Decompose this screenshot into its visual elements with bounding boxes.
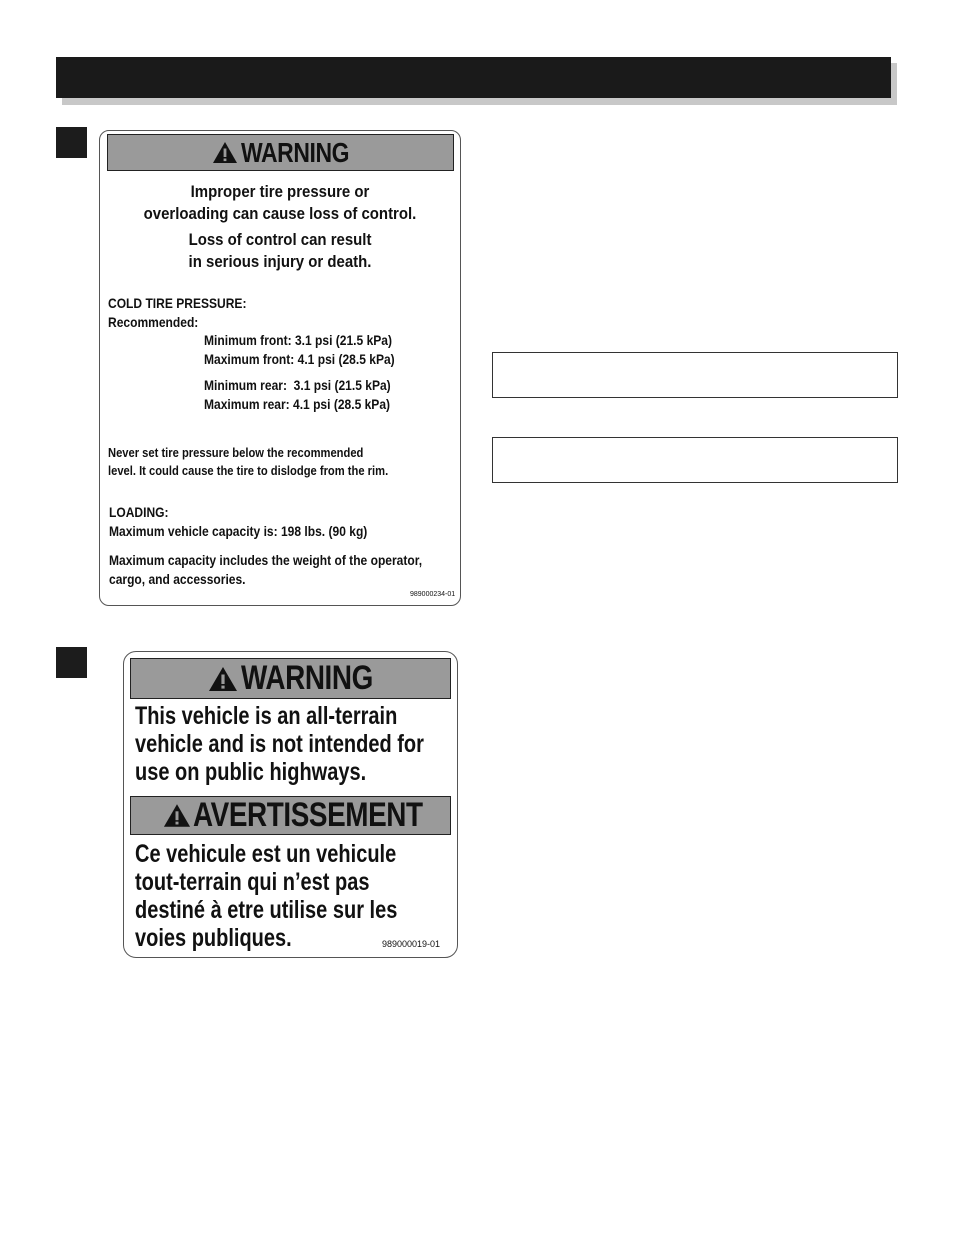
never-set-line-1: Never set tire pressure below the recommended (108, 445, 364, 460)
callout-box-2 (56, 647, 87, 678)
french-line: tout-terrain qui n’est pas (135, 868, 370, 896)
section-header-bar (56, 57, 891, 98)
loading-title: LOADING: (109, 504, 169, 520)
max-capacity: Maximum vehicle capacity is: 198 lbs. (90 kg) (109, 523, 368, 539)
french-line: voies publiques. (135, 924, 292, 952)
french-line: Ce vehicule est un vehicule (135, 840, 397, 868)
part-number: 989000234-01 (410, 591, 456, 598)
warning-line: in serious injury or death. (188, 252, 372, 271)
part-number: 989000019-01 (382, 939, 441, 949)
english-line: use on public highways. (135, 758, 367, 786)
avertissement-banner (130, 796, 451, 835)
never-set-line-2: level. It could cause the tire to dislodge from the rim. (108, 463, 389, 478)
warning-heading: WARNING (240, 659, 373, 697)
warning-heading: WARNING (241, 136, 350, 168)
capacity-note-line-2: cargo, and accessories. (109, 571, 246, 587)
empty-note-box-1 (492, 352, 898, 398)
cold-tire-pressure-title: COLD TIRE PRESSURE: (108, 295, 247, 311)
warning-banner (107, 134, 454, 171)
warning-line: Improper tire pressure or (190, 182, 370, 201)
warning-triangle-icon (212, 141, 238, 164)
avertissement-heading: AVERTISSEMENT (192, 796, 423, 834)
recommended-label: Recommended: (108, 314, 199, 330)
english-line: vehicle and is not intended for (135, 730, 424, 758)
french-warning-text (135, 840, 397, 952)
capacity-note-line-1: Maximum capacity includes the weight of the operator, (109, 552, 423, 568)
french-line: destiné à etre utilise sur les (135, 896, 398, 924)
warning-statement-2 (100, 229, 460, 273)
empty-note-box-2 (492, 437, 898, 483)
english-line: This vehicle is an all-terrain (135, 702, 398, 730)
all-terrain-warning-label (123, 651, 458, 958)
warning-line: overloading can cause loss of control. (143, 204, 417, 223)
min-front-pressure: Minimum front: 3.1 psi (21.5 kPa) (204, 332, 393, 348)
warning-line: Loss of control can result (188, 230, 372, 249)
max-rear-pressure: Maximum rear: 4.1 psi (28.5 kPa) (204, 396, 391, 412)
english-warning-text (135, 702, 424, 786)
max-front-pressure: Maximum front: 4.1 psi (28.5 kPa) (204, 351, 395, 367)
warning-banner (130, 658, 451, 699)
warning-triangle-icon (163, 803, 191, 828)
warning-statement-1 (100, 181, 460, 225)
tire-pressure-warning-label (99, 130, 461, 606)
callout-box-1 (56, 127, 87, 158)
warning-triangle-icon (208, 666, 238, 692)
min-rear-pressure: Minimum rear: 3.1 psi (21.5 kPa) (204, 377, 391, 393)
